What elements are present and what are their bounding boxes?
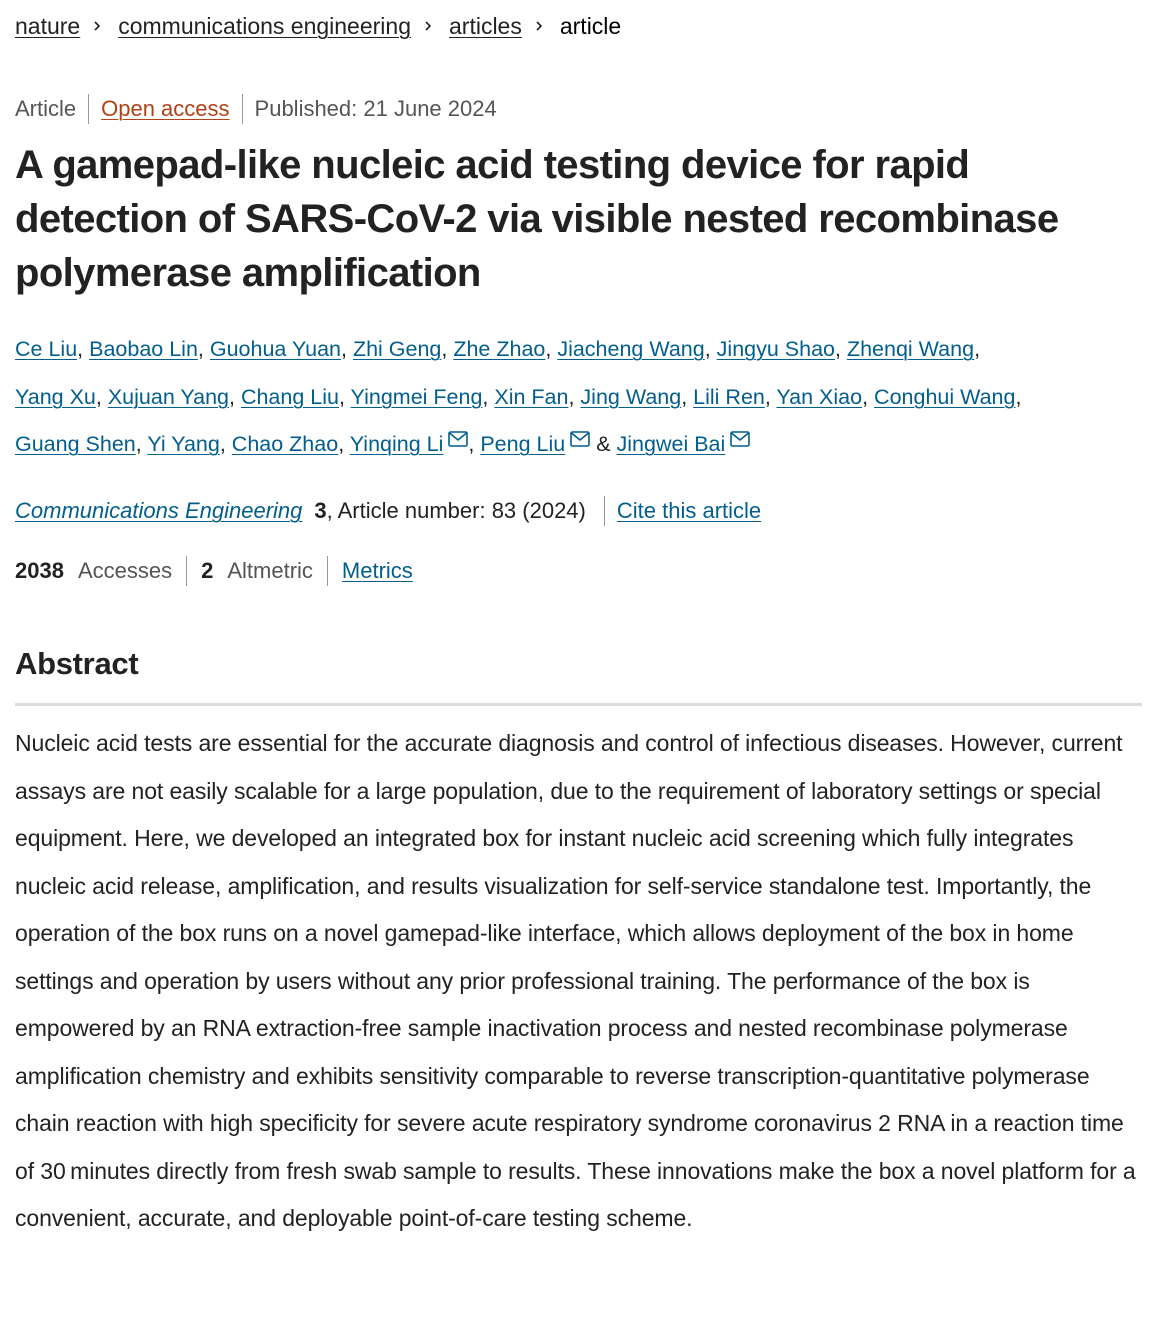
author-item: [557, 337, 716, 361]
journal-link[interactable]: Communications Engineering: [15, 498, 303, 523]
author-separator: ,: [219, 432, 232, 456]
author-link[interactable]: Yinqing Li: [349, 432, 444, 456]
author-separator: ,: [568, 384, 581, 409]
author-separator: ,: [862, 384, 875, 409]
metrics-link[interactable]: Metrics: [341, 558, 413, 583]
divider: [88, 94, 89, 124]
author-separator: ,: [338, 432, 350, 456]
author-item: [480, 432, 616, 456]
envelope-icon[interactable]: [730, 431, 750, 447]
article-number: , Article number: 83 (2024): [326, 498, 586, 523]
cite-article-link[interactable]: Cite this article: [616, 498, 762, 523]
author-item: [210, 337, 353, 361]
author-separator: ,: [77, 337, 90, 361]
article-title: A gamepad-like nucleic acid testing device for rapid detection of SARS-CoV-2 via visible nested recombinase polymerase amplification: [15, 143, 1059, 295]
article-type: Article: [15, 96, 77, 121]
author-item: [350, 432, 481, 456]
author-separator: ,: [95, 384, 108, 409]
article-meta: [15, 92, 497, 126]
open-access-link[interactable]: Open access: [101, 96, 230, 121]
author-separator: ,: [468, 432, 481, 456]
divider: [186, 556, 187, 586]
author-item: [15, 337, 89, 361]
author-separator: ,: [482, 384, 495, 409]
chevron-right-icon: [423, 21, 433, 31]
envelope-icon[interactable]: [448, 431, 468, 447]
author-item: [617, 432, 751, 456]
abstract-heading: Abstract: [15, 646, 139, 681]
author-link[interactable]: Jingwei Bai: [616, 432, 726, 456]
journal-volume: 3: [314, 498, 327, 523]
author-link[interactable]: Zhe Zhao: [453, 337, 546, 361]
author-separator: ,: [974, 337, 981, 361]
author-link[interactable]: Yi Yang: [147, 432, 220, 456]
author-link[interactable]: Guang Shen: [15, 432, 136, 456]
author-item: [453, 337, 557, 361]
author-list: [15, 326, 1145, 469]
author-separator: &: [590, 432, 617, 456]
accesses-label: Accesses: [77, 558, 173, 583]
author-link[interactable]: Xin Fan: [494, 384, 569, 409]
author-item: [776, 385, 874, 409]
divider: [604, 496, 605, 526]
breadcrumb: [15, 8, 621, 44]
divider: [327, 556, 328, 586]
author-link[interactable]: Conghui Wang: [874, 384, 1016, 409]
author-item: [15, 385, 108, 409]
author-link[interactable]: Chao Zhao: [231, 432, 339, 456]
accesses-count: 2038: [15, 558, 64, 583]
author-separator: ,: [135, 432, 148, 456]
author-link[interactable]: Xujuan Yang: [107, 384, 229, 409]
chevron-right-icon: [534, 21, 544, 31]
author-link[interactable]: Jing Wang: [580, 384, 682, 409]
envelope-icon[interactable]: [570, 431, 590, 447]
author-item: [232, 432, 350, 456]
author-link[interactable]: Lili Ren: [693, 384, 765, 409]
author-link[interactable]: Yang Xu: [15, 384, 96, 409]
author-separator: ,: [764, 384, 777, 409]
author-item: [494, 385, 580, 409]
author-separator: ,: [340, 337, 353, 361]
author-link[interactable]: Yingmei Feng: [350, 384, 483, 409]
author-separator: ,: [197, 337, 210, 361]
author-separator: ,: [704, 337, 717, 361]
author-link[interactable]: Zhenqi Wang: [846, 337, 975, 361]
author-separator: ,: [338, 384, 351, 409]
breadcrumb-current: article: [559, 12, 622, 39]
author-link[interactable]: Baobao Lin: [89, 337, 198, 361]
abstract-text: Nucleic acid tests are essential for the accurate diagnosis and control of infectious diseases. However, current assays are not easily scalable for a large population, due to the requirement of laboratory settings or special equipment. Here, we developed an integrated box for instant nucleic acid screening which fully integrates nucleic acid release, amplification, and results visualization for self-service standalone test. Importantly, the operation of the box runs on a novel gamepad-like interface, which allows deployment of the box in home settings and operation by users without any prior professional training. The performance of the box is empowered by an RNA extraction-free sample inactivation process and nested recombinase polymerase amplification chemistry and exhibits sensitivity comparable to reverse transcription-quantitative polymerase chain reaction with high specificity for severe acute respiratory syndrome coronavirus 2 RNA in a reaction time of 30 minutes directly from fresh swab sample to results. These innovations make the box a novel platform for a convenient, accurate, and deployable point-of-care testing scheme.: [15, 730, 1136, 1231]
breadcrumb-articles[interactable]: articles: [449, 12, 522, 39]
author-item: [108, 385, 241, 409]
author-link[interactable]: Jiacheng Wang: [557, 337, 705, 361]
author-item: [147, 432, 231, 456]
divider: [242, 94, 243, 124]
breadcrumb-nature[interactable]: nature: [15, 12, 81, 39]
author-item: [580, 385, 693, 409]
article-metrics: [15, 554, 413, 588]
author-link[interactable]: Chang Liu: [240, 384, 339, 409]
author-item: [89, 337, 210, 361]
author-item: [693, 385, 776, 409]
author-item: [353, 337, 453, 361]
author-item: [717, 337, 847, 361]
altmetric-label: Altmetric: [227, 558, 313, 583]
author-link[interactable]: Ce Liu: [15, 337, 78, 361]
author-item: [874, 385, 1021, 409]
author-separator: ,: [835, 337, 847, 361]
author-item: [15, 432, 147, 456]
author-separator: ,: [681, 384, 694, 409]
author-item: [241, 385, 351, 409]
author-link[interactable]: Jingyu Shao: [716, 337, 836, 361]
chevron-right-icon: [92, 21, 102, 31]
author-item: [847, 337, 980, 361]
author-separator: ,: [441, 337, 454, 361]
author-link[interactable]: Yan Xiao: [776, 384, 863, 409]
author-item: [351, 385, 495, 409]
author-separator: ,: [229, 384, 241, 409]
breadcrumb-communications-engineering[interactable]: communications engineering: [118, 12, 411, 39]
journal-citation: [15, 494, 761, 528]
author-link[interactable]: Zhi Geng: [352, 337, 442, 361]
published-date: Published: 21 June 2024: [254, 96, 497, 121]
altmetric-count: 2: [201, 558, 214, 583]
author-separator: ,: [545, 337, 558, 361]
author-link[interactable]: Peng Liu: [480, 432, 566, 456]
author-separator: ,: [1015, 384, 1022, 409]
section-divider: [15, 703, 1142, 706]
author-link[interactable]: Guohua Yuan: [209, 337, 341, 361]
